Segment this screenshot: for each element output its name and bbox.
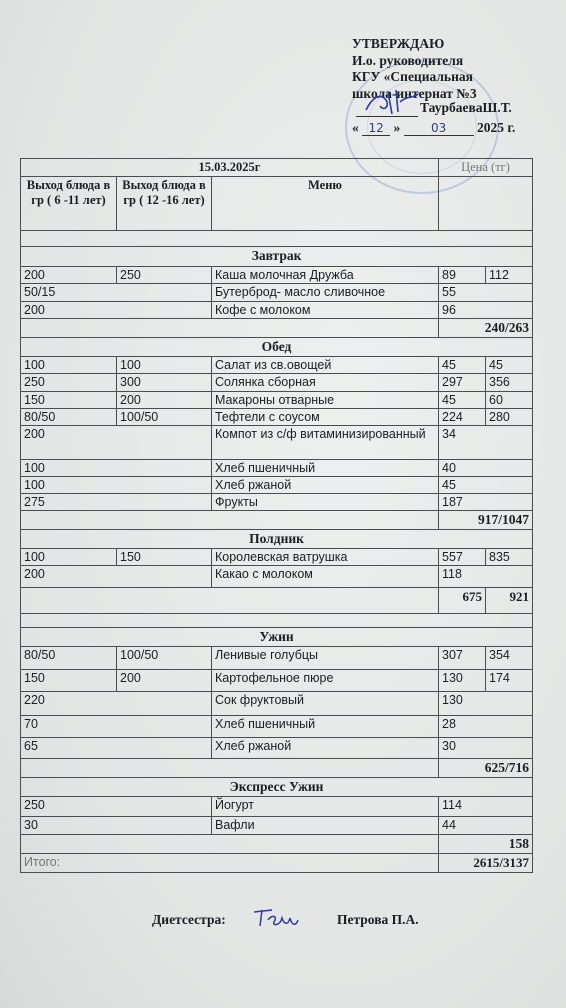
spacer-row bbox=[21, 231, 533, 247]
portion-12-16: 200 bbox=[117, 670, 212, 692]
portion-6-11: 100 bbox=[21, 357, 117, 374]
approval-date bbox=[352, 120, 515, 136]
price-12-16: 356 bbox=[486, 374, 533, 392]
section-total-6-11: 675 bbox=[439, 588, 486, 614]
dish-name: Солянка сборная bbox=[212, 374, 439, 392]
approval-org-line2: школа-интернат №3 bbox=[352, 85, 477, 101]
price-6-11: 224 bbox=[439, 409, 486, 426]
portion-6-11: 80/50 bbox=[21, 409, 117, 426]
menu-row bbox=[21, 460, 533, 477]
portion-6-11: 50/15 bbox=[21, 284, 212, 302]
footer-label: Диетсестра: bbox=[152, 912, 226, 927]
price-12-16: 174 bbox=[486, 670, 533, 692]
menu-row bbox=[21, 494, 533, 511]
dish-name: Ленивые голубцы bbox=[212, 647, 439, 670]
price-12-16: 45 bbox=[486, 357, 533, 374]
price-6-11: 118 bbox=[439, 566, 533, 588]
price-6-11: 30 bbox=[439, 738, 533, 759]
dish-name: Йогурт bbox=[212, 797, 439, 817]
portion-6-11: 100 bbox=[21, 477, 212, 494]
price-6-11: 130 bbox=[439, 692, 533, 716]
portion-12-16: 250 bbox=[117, 267, 212, 284]
dish-name: Какао с молоком bbox=[212, 566, 439, 588]
price-6-11: 297 bbox=[439, 374, 486, 392]
approval-signer: ТаурбаеваШ.Т. bbox=[420, 100, 512, 115]
menu-row bbox=[21, 477, 533, 494]
menu-row bbox=[21, 302, 533, 319]
portion-12-16: 150 bbox=[117, 549, 212, 566]
col-header-age-6-11: Выход блюда в гр ( 6 -11 лет) bbox=[21, 177, 117, 231]
portion-6-11: 100 bbox=[21, 549, 117, 566]
signature-line bbox=[356, 116, 418, 117]
menu-row bbox=[21, 716, 533, 738]
footer-name: Петрова П.А. bbox=[337, 912, 419, 927]
price-6-11: 45 bbox=[439, 357, 486, 374]
dish-name: Каша молочная Дружба bbox=[212, 267, 439, 284]
price-6-11: 557 bbox=[439, 549, 486, 566]
total-spacer bbox=[21, 759, 439, 778]
portion-12-16: 200 bbox=[117, 392, 212, 409]
dish-name: Макароны отварные bbox=[212, 392, 439, 409]
section-title: Ужин bbox=[21, 628, 533, 647]
portion-6-11: 250 bbox=[21, 797, 212, 817]
portion-6-11: 150 bbox=[21, 670, 117, 692]
section-total: 240/263 bbox=[439, 319, 533, 338]
portion-6-11: 200 bbox=[21, 302, 212, 319]
total-spacer bbox=[21, 835, 439, 854]
dish-name: Бутерброд- масло сливочное bbox=[212, 284, 439, 302]
menu-row bbox=[21, 426, 533, 460]
portion-6-11: 200 bbox=[21, 566, 212, 588]
menu-row bbox=[21, 797, 533, 817]
dish-name: Хлеб пшеничный bbox=[212, 460, 439, 477]
director-signature bbox=[362, 84, 422, 118]
spacer-row bbox=[21, 614, 533, 628]
portion-6-11: 100 bbox=[21, 460, 212, 477]
price-6-11: 130 bbox=[439, 670, 486, 692]
menu-row bbox=[21, 549, 533, 566]
menu-row bbox=[21, 374, 533, 392]
price-6-11: 40 bbox=[439, 460, 533, 477]
portion-6-11: 65 bbox=[21, 738, 212, 759]
col-header-price-empty bbox=[439, 177, 533, 231]
dish-name: Вафли bbox=[212, 817, 439, 835]
portion-6-11: 220 bbox=[21, 692, 212, 716]
section-title: Обед bbox=[21, 338, 533, 357]
menu-row bbox=[21, 647, 533, 670]
section-total: 158 bbox=[439, 835, 533, 854]
menu-row bbox=[21, 738, 533, 759]
price-6-11: 307 bbox=[439, 647, 486, 670]
portion-6-11: 250 bbox=[21, 374, 117, 392]
menu-row bbox=[21, 692, 533, 716]
menu-row bbox=[21, 284, 533, 302]
price-6-11: 89 bbox=[439, 267, 486, 284]
col-header-menu: Меню bbox=[212, 177, 439, 231]
menu-row bbox=[21, 392, 533, 409]
col-header-age-12-16: Выход блюда в гр ( 12 -16 лет) bbox=[117, 177, 212, 231]
section-total-12-16: 921 bbox=[486, 588, 533, 614]
portion-6-11: 275 bbox=[21, 494, 212, 511]
dish-name: Картофельное пюре bbox=[212, 670, 439, 692]
portion-6-11: 200 bbox=[21, 426, 212, 460]
approval-day: 12 bbox=[362, 121, 390, 136]
section-title: Экспресс Ужин bbox=[21, 778, 533, 797]
portion-6-11: 150 bbox=[21, 392, 117, 409]
approval-position: И.о. руководителя bbox=[352, 52, 464, 68]
dish-name: Компот из с/ф витаминизированный bbox=[212, 426, 439, 460]
price-6-11: 45 bbox=[439, 392, 486, 409]
menu-table bbox=[20, 158, 533, 873]
price-12-16: 835 bbox=[486, 549, 533, 566]
portion-6-11: 30 bbox=[21, 817, 212, 835]
dish-name: Фрукты bbox=[212, 494, 439, 511]
portion-6-11: 200 bbox=[21, 267, 117, 284]
section-title: Полдник bbox=[21, 530, 533, 549]
dish-name: Хлеб пшеничный bbox=[212, 716, 439, 738]
portion-12-16: 100/50 bbox=[117, 647, 212, 670]
portion-6-11: 70 bbox=[21, 716, 212, 738]
price-6-11: 34 bbox=[439, 426, 533, 460]
total-spacer bbox=[21, 588, 439, 614]
dietitian-signature bbox=[250, 904, 302, 932]
dish-name: Сок фруктовый bbox=[212, 692, 439, 716]
date-open-quote: « bbox=[352, 120, 359, 135]
approval-month: 03 bbox=[404, 121, 474, 136]
price-6-11: 187 bbox=[439, 494, 533, 511]
portion-12-16: 100/50 bbox=[117, 409, 212, 426]
menu-date: 15.03.2025г bbox=[21, 159, 439, 177]
dish-name: Хлеб ржаной bbox=[212, 738, 439, 759]
section-total: 917/1047 bbox=[439, 511, 533, 530]
menu-row bbox=[21, 817, 533, 835]
dish-name: Кофе с молоком bbox=[212, 302, 439, 319]
portion-12-16: 300 bbox=[117, 374, 212, 392]
approval-title: УТВЕРЖДАЮ bbox=[352, 36, 445, 51]
menu-row bbox=[21, 357, 533, 374]
price-6-11: 55 bbox=[439, 284, 533, 302]
price-12-16: 354 bbox=[486, 647, 533, 670]
price-6-11: 45 bbox=[439, 477, 533, 494]
total-spacer bbox=[21, 511, 439, 530]
price-12-16: 112 bbox=[486, 267, 533, 284]
price-12-16: 280 bbox=[486, 409, 533, 426]
grand-total-label: Итого: bbox=[21, 854, 439, 873]
portion-6-11: 80/50 bbox=[21, 647, 117, 670]
total-spacer bbox=[21, 319, 439, 338]
grand-total: 2615/3137 bbox=[439, 854, 533, 873]
approval-year: 2025 г. bbox=[477, 120, 516, 135]
price-6-11: 114 bbox=[439, 797, 533, 817]
price-6-11: 96 bbox=[439, 302, 533, 319]
dish-name: Тефтели с соусом bbox=[212, 409, 439, 426]
price-6-11: 44 bbox=[439, 817, 533, 835]
footer-signature bbox=[152, 912, 419, 928]
menu-row bbox=[21, 409, 533, 426]
approval-org-line1: КГУ «Специальная bbox=[352, 69, 473, 84]
price-header: Цена (тг) bbox=[439, 159, 533, 177]
menu-row bbox=[21, 267, 533, 284]
price-6-11: 28 bbox=[439, 716, 533, 738]
menu-row bbox=[21, 566, 533, 588]
dish-name: Хлеб ржаной bbox=[212, 477, 439, 494]
dish-name: Салат из св.овощей bbox=[212, 357, 439, 374]
section-total: 625/716 bbox=[439, 759, 533, 778]
portion-12-16: 100 bbox=[117, 357, 212, 374]
price-12-16: 60 bbox=[486, 392, 533, 409]
dish-name: Королевская ватрушка bbox=[212, 549, 439, 566]
section-title: Завтрак bbox=[21, 247, 533, 267]
menu-row bbox=[21, 670, 533, 692]
date-close-quote: » bbox=[393, 120, 401, 135]
